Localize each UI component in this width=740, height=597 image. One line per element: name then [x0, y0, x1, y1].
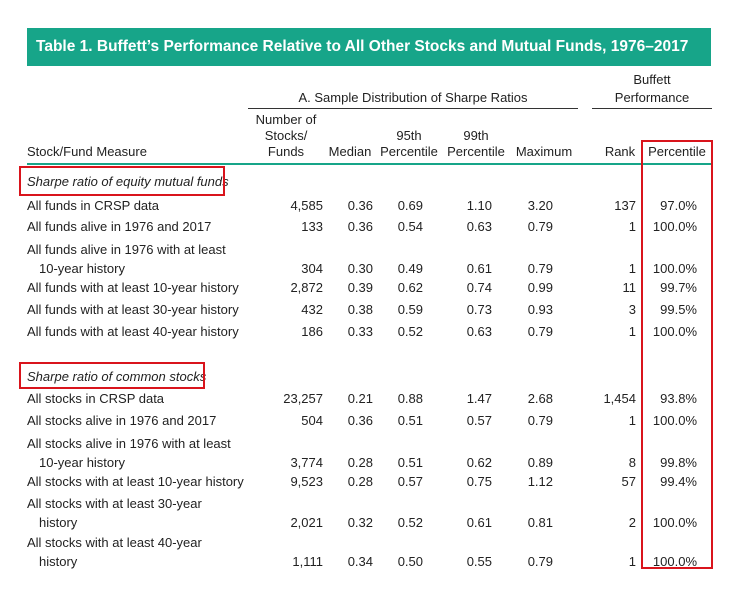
cell-median: 0.30 [347, 261, 373, 276]
highlight-box-funds-section [19, 166, 225, 196]
highlight-box-stocks-section [19, 362, 205, 389]
cell-maximum: 0.79 [527, 413, 553, 428]
cell-percentile: 100.0% [652, 413, 697, 428]
cell-p99: 0.63 [466, 219, 492, 234]
cell-median: 0.21 [347, 391, 373, 406]
cell-median: 0.36 [347, 198, 373, 213]
header-percentile: Percentile [648, 144, 706, 159]
cell-percentile: 100.0% [652, 261, 697, 276]
cell-p95: 0.49 [397, 261, 423, 276]
cell-median: 0.34 [347, 554, 373, 569]
cell-median: 0.28 [347, 474, 373, 489]
cell-maximum: 0.89 [527, 455, 553, 470]
row-label: All stocks with at least 40-year [27, 535, 202, 550]
cell-count: 3,774 [290, 455, 323, 470]
group-header-buffett-2: Performance [614, 90, 690, 105]
cell-rank: 1 [628, 261, 636, 276]
cell-p95: 0.88 [397, 391, 423, 406]
cell-p95: 0.57 [397, 474, 423, 489]
row-label: All stocks with at least 30-year [27, 496, 202, 511]
cell-rank: 2 [628, 515, 636, 530]
cell-median: 0.28 [347, 455, 373, 470]
cell-median: 0.36 [347, 413, 373, 428]
cell-percentile: 99.7% [660, 280, 697, 295]
cell-p99: 0.75 [466, 474, 492, 489]
cell-maximum: 0.99 [527, 280, 553, 295]
cell-p99: 0.63 [466, 324, 492, 339]
cell-rank: 57 [621, 474, 636, 489]
header-p99-2: Percentile [447, 144, 505, 159]
row-label: All stocks alive in 1976 and 2017 [27, 413, 217, 428]
cell-count: 504 [301, 413, 323, 428]
header-p95-1: 95th [396, 128, 422, 143]
group-header-distribution: A. Sample Distribution of Sharpe Ratios [298, 90, 528, 105]
cell-p99: 0.61 [466, 515, 492, 530]
cell-count: 1,111 [292, 554, 323, 569]
cell-count: 2,872 [290, 280, 323, 295]
header-rule [27, 163, 711, 165]
cell-percentile: 100.0% [652, 324, 697, 339]
cell-rank: 11 [622, 280, 636, 295]
cell-percentile: 99.8% [660, 455, 697, 470]
cell-rank: 1 [628, 219, 636, 234]
cell-rank: 1 [628, 554, 636, 569]
cell-percentile: 100.0% [652, 515, 697, 530]
cell-median: 0.33 [347, 324, 373, 339]
row-label: All funds with at least 10-year history [27, 280, 239, 295]
cell-rank: 1,454 [603, 391, 636, 406]
cell-median: 0.32 [347, 515, 373, 530]
cell-maximum: 0.93 [527, 302, 553, 317]
cell-p95: 0.52 [397, 515, 423, 530]
row-label: All funds alive in 1976 with at least [27, 242, 226, 257]
cell-rank: 3 [628, 302, 636, 317]
cell-percentile: 99.4% [660, 474, 697, 489]
cell-percentile: 97.0% [660, 198, 697, 213]
cell-p99: 0.74 [466, 280, 492, 295]
cell-p95: 0.59 [397, 302, 423, 317]
cell-maximum: 0.79 [527, 261, 553, 276]
header-rank: Rank [604, 144, 636, 159]
cell-p99: 0.62 [466, 455, 492, 470]
section-title: Sharpe ratio of common stocks [27, 369, 207, 384]
cell-p95: 0.50 [397, 554, 423, 569]
cell-p95: 0.51 [397, 455, 423, 470]
row-label-continued: history [39, 515, 78, 530]
cell-count: 9,523 [290, 474, 323, 489]
header-count-3: Funds [267, 144, 305, 159]
section-title: Sharpe ratio of equity mutual funds [27, 174, 229, 189]
cell-p95: 0.52 [397, 324, 423, 339]
cell-p95: 0.69 [397, 198, 423, 213]
cell-rank: 1 [628, 324, 636, 339]
cell-median: 0.38 [347, 302, 373, 317]
cell-count: 23,257 [283, 391, 323, 406]
header-p95-2: Percentile [380, 144, 438, 159]
cell-rank: 1 [628, 413, 636, 428]
cell-percentile: 99.5% [660, 302, 697, 317]
cell-median: 0.39 [347, 280, 373, 295]
cell-maximum: 3.20 [527, 198, 553, 213]
group-header-buffett-1: Buffett [633, 72, 671, 87]
cell-count: 304 [301, 261, 323, 276]
cell-p99: 1.47 [466, 391, 492, 406]
header-p99-1: 99th [463, 128, 489, 143]
cell-p99: 1.10 [466, 198, 492, 213]
header-maximum: Maximum [515, 144, 573, 159]
header-median: Median [328, 144, 372, 159]
cell-p95: 0.54 [397, 219, 423, 234]
header-count-2: Stocks/ [264, 128, 308, 143]
cell-rank: 137 [614, 198, 636, 213]
row-label-continued: 10-year history [39, 261, 125, 276]
table-title: Table 1. Buffett’s Performance Relative to All Other Stocks and Mutual Funds, 1976–2017 [27, 28, 711, 66]
row-label: All funds with at least 40-year history [27, 324, 239, 339]
cell-count: 4,585 [290, 198, 323, 213]
highlight-box-percentile-column [641, 140, 713, 569]
cell-percentile: 93.8% [660, 391, 697, 406]
cell-count: 432 [301, 302, 323, 317]
row-label: All stocks in CRSP data [27, 391, 165, 406]
cell-maximum: 1.12 [527, 474, 553, 489]
cell-median: 0.36 [347, 219, 373, 234]
row-label: All funds alive in 1976 and 2017 [27, 219, 212, 234]
row-label: All funds with at least 30-year history [27, 302, 239, 317]
cell-count: 186 [301, 324, 323, 339]
cell-p99: 0.57 [466, 413, 492, 428]
header-count-1: Number of [255, 112, 317, 127]
cell-count: 133 [301, 219, 323, 234]
group-underline-buffett [592, 108, 712, 109]
cell-maximum: 0.79 [527, 219, 553, 234]
cell-p99: 0.61 [466, 261, 492, 276]
row-label-continued: 10-year history [39, 455, 125, 470]
cell-rank: 8 [628, 455, 636, 470]
cell-p99: 0.73 [466, 302, 492, 317]
cell-p95: 0.51 [397, 413, 423, 428]
cell-maximum: 2.68 [527, 391, 553, 406]
row-label: All stocks with at least 10-year history [27, 474, 244, 489]
cell-percentile: 100.0% [652, 554, 697, 569]
cell-percentile: 100.0% [652, 219, 697, 234]
cell-p99: 0.55 [466, 554, 492, 569]
cell-maximum: 0.79 [527, 554, 553, 569]
cell-count: 2,021 [290, 515, 323, 530]
row-label: All stocks alive in 1976 with at least [27, 436, 231, 451]
row-label: All funds in CRSP data [27, 198, 159, 213]
header-measure: Stock/Fund Measure [27, 144, 147, 159]
cell-maximum: 0.79 [527, 324, 553, 339]
group-underline-distribution [248, 108, 578, 109]
row-label-continued: history [39, 554, 78, 569]
cell-maximum: 0.81 [527, 515, 553, 530]
cell-p95: 0.62 [397, 280, 423, 295]
